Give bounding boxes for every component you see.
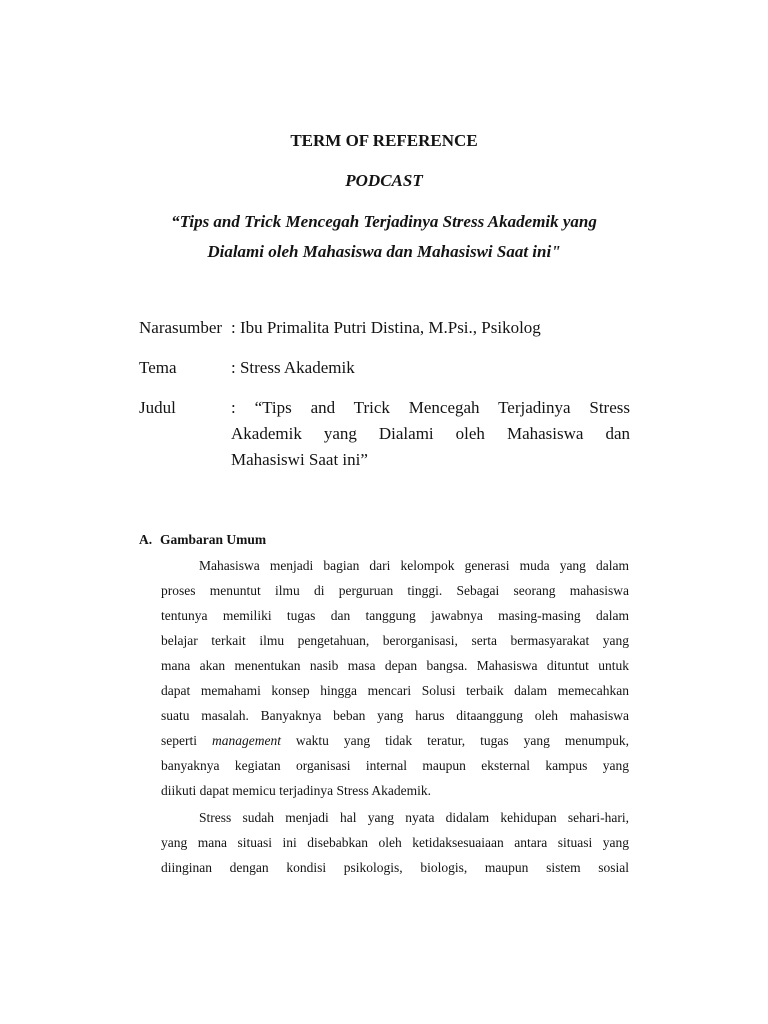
- paragraph-line-text: seperti: [161, 733, 212, 748]
- meta-tema-value: : Stress Akademik: [231, 358, 355, 377]
- meta-narasumber-label: Narasumber: [139, 318, 223, 337]
- paragraph-line: diikuti dapat memicu terjadinya Stress Akademik.: [161, 783, 431, 798]
- paragraph-line-text: waktu yang tidak teratur, tugas yang menumpuk,: [280, 733, 629, 748]
- document-topic: [110, 207, 658, 267]
- italic-term-management: management: [211, 733, 281, 748]
- document-title: TERM OF REFERENCE: [290, 131, 478, 150]
- paragraph-line: banyaknya kegiatan organisasi internal maupun eksternal kampus yang: [161, 758, 629, 773]
- document-topic-line-1: “Tips and Trick Mencegah Terjadinya Stress Akademik yang: [171, 212, 597, 231]
- meta-tema-label: Tema: [139, 358, 177, 377]
- section-a-paragraph-1: [161, 553, 629, 803]
- paragraph-line: Stress sudah menjadi hal yang nyata didalam kehidupan sehari-hari,: [199, 810, 629, 825]
- meta-judul-line-1: : “Tips and Trick Mencegah Terjadinya Stress: [231, 398, 630, 417]
- meta-judul-value: [231, 395, 630, 473]
- paragraph-line: tentunya memiliki tugas dan tanggung jawabnya masing-masing dalam: [161, 608, 629, 623]
- section-a-paragraph-2: [161, 805, 629, 880]
- paragraph-line: belajar terkait ilmu pengetahuan, berorganisasi, serta bermasyarakat yang: [161, 633, 629, 648]
- paragraph-line: dapat memahami konsep hingga mencari Solusi terbaik dalam memecahkan: [161, 683, 629, 698]
- paragraph-line: suatu masalah. Banyaknya beban yang harus ditaanggung oleh mahasiswa: [161, 708, 629, 723]
- meta-judul-label: Judul: [139, 398, 176, 417]
- paragraph-line: mana akan menentukan nasib masa depan bangsa. Mahasiswa dituntut untuk: [161, 658, 629, 673]
- section-a-title: Gambaran Umum: [160, 532, 267, 547]
- paragraph-line: [161, 728, 629, 753]
- meta-judul-line-3: Mahasiswi Saat ini”: [231, 450, 368, 469]
- section-a-letter: A.: [139, 532, 153, 547]
- paragraph-line: proses menuntut ilmu di perguruan tinggi. Sebagai seorang mahasiswa: [161, 583, 629, 598]
- document-topic-line-2: Dialami oleh Mahasiswa dan Mahasiswi Saat ini": [207, 242, 561, 261]
- paragraph-line: yang mana situasi ini disebabkan oleh ketidaksesuaiaan antara situasi yang: [161, 835, 629, 850]
- meta-narasumber-value: : Ibu Primalita Putri Distina, M.Psi., Psikolog: [231, 318, 541, 337]
- paragraph-line: diinginan dengan kondisi psikologis, biologis, maupun sistem sosial: [161, 860, 629, 875]
- document-subtitle: PODCAST: [345, 171, 423, 190]
- paragraph-line: Mahasiswa menjadi bagian dari kelompok generasi muda yang dalam: [199, 558, 629, 573]
- meta-judul-line-2: Akademik yang Dialami oleh Mahasiswa dan: [231, 424, 630, 443]
- section-a-heading: [139, 530, 266, 550]
